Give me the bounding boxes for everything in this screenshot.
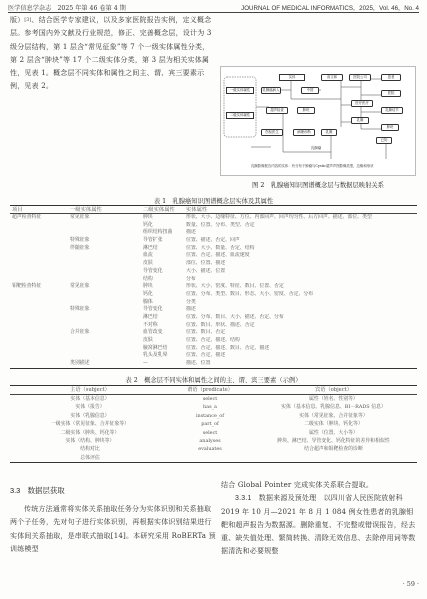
table-1-row — [10, 329, 417, 337]
citation-ref: [3] — [24, 18, 32, 23]
table-1-cell: 位置、否定、描述、血流速度 — [186, 252, 250, 259]
table-1-cell: 导管变化 — [143, 306, 163, 313]
table-1-cell: 特殊征象 — [70, 306, 90, 313]
table-1-row — [10, 314, 417, 322]
table-2-row — [10, 420, 417, 428]
concept-node-level1: 一级实体属性 — [226, 87, 254, 94]
table-1-cell: 血流 — [143, 252, 153, 259]
table-1-cell: 肿块 — [143, 214, 153, 220]
table-1-row — [10, 252, 417, 260]
section-heading: 3.3 数据层获取 — [10, 486, 65, 495]
journal-header-left: 医学信息学杂志 2025 年第 46 卷第 4 期 — [8, 5, 126, 12]
data-node: 超声检查 — [266, 107, 288, 114]
table-2-cell: 实体（乳腺信息） — [70, 412, 110, 419]
table-1-cell — [10, 322, 70, 330]
table-2-cell: 二级实体（肿块、钙化等） — [60, 429, 120, 436]
table-2-cell: 实体（结构、肿块等） — [65, 437, 115, 444]
data-node: 乳腺 — [351, 117, 369, 124]
table-1-cell: 描述、位置 — [186, 360, 211, 367]
left-body-paragraph — [10, 503, 216, 556]
table-1-cell: 特殊征象 — [70, 237, 90, 244]
data-node: 乳腺 — [321, 129, 337, 136]
table-2-header-cell: 主语（subject） — [70, 387, 110, 393]
table-1-cell: 腺体 — [143, 298, 153, 305]
table-1-cell: 分布 — [186, 275, 196, 282]
table-1-header-cell: 实体属性 — [186, 207, 208, 213]
table-1-cell: 形状、大小、边缘特征、方位、内部回声、回声均匀性、后方回声、描述、部位、类型 — [186, 214, 372, 220]
table-1-cell — [10, 306, 70, 314]
table-2-cell: select — [202, 396, 218, 402]
table-1-cell — [10, 337, 70, 345]
intro-text-body: 、结合医学专家建议，以及多家医院报告实例，定义概念层。参考国内外文献及行业规范，修正、完善概念层，设计为 3 级分层结构，第 1 层含“常见征象”等 7 个一级实体属性分类，第 2 层含“肿块”等 17 个二级实体分类，第 3 层为相关实体属性，见表 1。概念层不同实体和属性之间主、谓、宾三要素示例，见表 2。 — [10, 16, 212, 91]
table-2-cell: 二级实体（肿块、钙化等） — [304, 421, 363, 428]
data-node: 乳腺结节 — [381, 107, 403, 114]
table-1-cell — [10, 237, 70, 245]
table-1-cell: 位置、分布、类型、数目、形态、大小、密度、否定、分布 — [186, 290, 314, 297]
table-1-cell — [10, 229, 70, 237]
table-2-header-row — [10, 386, 417, 395]
table-1-cell: — — [143, 360, 148, 367]
data-node: 肿块 — [381, 124, 399, 131]
data-node: 肿块 — [297, 107, 315, 114]
table-1-cell: 钙化 — [143, 290, 153, 297]
table-1-cell: 伴随征象 — [70, 244, 90, 251]
data-node: 患者 — [381, 74, 401, 81]
table-2-row — [10, 454, 417, 462]
table-1-cell — [10, 252, 70, 260]
table-2-cell: 肿块、淋巴结、导管变化、钙化特征的差异和相似性 — [277, 437, 390, 444]
table-1-cell — [10, 345, 70, 353]
table-1-cell — [70, 337, 143, 345]
data-node: 医院 — [381, 90, 401, 97]
table-1-cell: 血管改变 — [143, 329, 163, 336]
table-1-header-cell: 二级实体属性 — [143, 207, 175, 213]
table-2 — [10, 385, 417, 463]
table-2-cell: has_a — [203, 404, 217, 411]
table-2-row — [10, 445, 417, 453]
table-1-header-cell: 项目 — [12, 207, 23, 213]
table-2-cell: 实体（基本信息、乳腺信息、BI－RADS 信息） — [281, 404, 386, 411]
table-1-cell: 位置、分布、数目、大小、描述、否定、分布 — [186, 313, 284, 320]
table-1-cell — [10, 260, 70, 268]
table-1-row — [10, 222, 417, 230]
table-1-cell: 皮肤 — [143, 337, 153, 343]
table-1-row — [10, 229, 417, 237]
table-1-cell — [10, 222, 70, 230]
table-2-row — [10, 412, 417, 420]
data-node: 病理诊断 — [293, 129, 315, 136]
table-1-cell: 导管变化 — [143, 267, 163, 274]
table-1-row — [10, 260, 417, 268]
table-1-cell — [10, 352, 70, 360]
table-1-cell — [10, 314, 70, 322]
table-1-cell: 大小、描述、位置 — [186, 267, 226, 274]
table-2-cell: 结合超声和钼靶检查的诊断 — [304, 446, 363, 453]
table-2-cell: 实体（报告） — [75, 404, 105, 411]
table-2-cell: select — [202, 429, 218, 436]
table-1-cell: 常见征象 — [70, 283, 90, 290]
table-2-title: 表 2 概念层不同实体和属性之间的主、谓、宾三要素（示例） — [125, 377, 302, 384]
table-1-row — [10, 337, 417, 345]
table-1-body — [10, 214, 417, 368]
table-2-row — [10, 437, 417, 445]
table-2-cell: 实体（常见征象、合并征象等） — [299, 412, 368, 419]
table-1-cell: 淋巴结 — [143, 244, 158, 251]
intro-text-start: 版） — [10, 16, 25, 24]
table-1-cell: 形状、大小、密度、特征、数目、位置、否定 — [186, 283, 284, 290]
table-1-cell: 描述 — [186, 229, 196, 236]
data-node: 伤检医生 — [261, 129, 283, 136]
subsection-heading: 3.3.1 数据来源及预处理 — [235, 495, 317, 503]
page-number: · 59 · — [402, 580, 419, 588]
table-1-cell: 淋巴结 — [143, 313, 158, 320]
table-1-row — [10, 283, 417, 291]
table-2-row — [10, 429, 417, 437]
table-1-cell — [10, 299, 70, 307]
table-1-cell: 乳头及乳晕 — [143, 352, 168, 359]
table-1-cell — [10, 329, 70, 337]
table-1-cell: 分类 — [186, 298, 196, 305]
table-2-header-cell: 宾语（object） — [315, 387, 352, 393]
table-1-cell: 部位、位置、描述 — [186, 260, 226, 267]
table-1-cell: 描述 — [186, 306, 196, 313]
table-1-cell — [10, 360, 70, 368]
table-2-cell: analyses — [199, 437, 221, 444]
table-1-cell: 腋窝淋巴结 — [143, 344, 168, 351]
table-1-cell — [70, 345, 143, 353]
table-1-cell — [10, 291, 70, 299]
table-2-cell: evaluates — [198, 446, 222, 453]
table-2-row — [10, 395, 417, 403]
table-1-cell: 导管扩张 — [143, 237, 163, 244]
table-2-body — [10, 395, 417, 462]
table-1-cell: 类别描述 — [70, 360, 90, 367]
table-1-cell — [70, 352, 143, 360]
journal-header-right: JOURNAL OF MEDICAL INFORMATICS，2025，Vol. 46，No. 4 — [241, 5, 419, 12]
table-1-cell: 位置、数目、形状、描述、否定 — [186, 321, 255, 328]
table-1-cell: 超声检查特征 — [12, 214, 42, 220]
data-node: 中国 — [301, 87, 319, 94]
table-1-cell — [70, 291, 143, 299]
table-1-cell: 组织结构扭曲 — [143, 229, 173, 236]
table-1-row — [10, 306, 417, 314]
table-2-cell — [250, 454, 417, 462]
right-body-text-1: 结合 Global Pointer 完成实体关系联合提取。 — [221, 481, 374, 489]
table-1-cell: 肿块 — [143, 283, 153, 290]
table-1-row — [10, 214, 417, 222]
table-1-cell — [70, 268, 143, 276]
table-1-cell — [10, 245, 70, 253]
data-node: 乳腺癌病人 — [262, 88, 280, 92]
table-1-cell: 位置、大小、数量、否定、结构 — [186, 244, 255, 251]
table-1-row — [10, 291, 417, 299]
table-1-header-row — [10, 206, 417, 214]
table-2-header-cell: 谓语（predicate） — [187, 387, 233, 393]
table-2-cell: 总体评估 — [80, 454, 100, 461]
concept-node-level2: 二级实体属性 — [226, 112, 254, 119]
table-1-cell — [70, 229, 143, 237]
data-node: 高文林 — [321, 74, 343, 81]
table-1-cell: 常见征象 — [70, 214, 90, 220]
table-1-header-cell: 一级实体属性 — [70, 207, 102, 213]
table-1-title: 表 1 乳腺癌知识图谱概念层实体及其属性 — [153, 198, 274, 205]
table-1-cell: 钙化 — [143, 221, 153, 228]
table-2-cell: 结构对比 — [80, 446, 100, 453]
figure-2-diagram — [220, 66, 416, 176]
table-1-row — [10, 237, 417, 245]
table-1-cell: 皮肤 — [143, 260, 153, 267]
table-2-cell: 属性（姓名、性别等） — [309, 396, 358, 402]
diagram-bottom-note: 乳腺影像报告内容的实体：有分布于肿瘤与Cystic超声声图影像类型，边缘和形状 — [251, 164, 374, 168]
table-1 — [10, 205, 417, 369]
table-1-row — [10, 268, 417, 276]
table-1-cell — [70, 260, 143, 268]
table-1-cell: 位置、数目、否定 — [186, 329, 226, 336]
right-body-paragraph — [221, 479, 418, 559]
table-1-cell: 数量、位置、分布、类型、否定 — [186, 221, 255, 228]
right-body-text-2: 以四川省人民医院放射科 2019 年 10 月—2021 年 8 月 1 084 例女性患者的乳腺钼靶和超声报告为数据源。删除重复、不完整或错误报告，经去重、缺失值处理、繁简转换、清除无效信息、去除停用词等数据清洗和必要规整 — [221, 494, 416, 556]
table-1-cell: 位置、否定、描述、结构 — [186, 337, 240, 343]
table-1-cell: 位置、否定、描述、数目、否定、描述 — [186, 344, 270, 351]
table-1-cell: 不对称 — [143, 321, 158, 328]
table-1-cell — [10, 268, 70, 276]
table-1-cell: 位置、否定、描述 — [186, 352, 226, 359]
table-1-row — [10, 245, 417, 253]
entity-top-node: 实体 — [279, 74, 305, 81]
table-1-cell: 位置、描述、否定、回声 — [186, 237, 240, 244]
table-1-row — [10, 345, 417, 353]
figure-2-caption: 图 2 乳腺癌知识图谱概念层与数据层映射关系 — [252, 182, 384, 189]
table-1-row — [10, 360, 417, 368]
table-1-cell: 结构 — [143, 275, 153, 282]
diagram-connectors — [221, 67, 417, 177]
table-1-row — [10, 352, 417, 360]
table-2-cell: 实体（基本信息） — [70, 396, 110, 402]
table-1-cell — [70, 252, 143, 260]
table-2-cell: 一级实体（常见征象、合并征象等） — [50, 421, 130, 428]
diagram-mid-label: 乳腺瘤 — [311, 146, 322, 150]
table-2-row — [10, 403, 417, 411]
table-1-cell: 合并征象 — [70, 329, 90, 336]
left-body-text: 传统方法通常将实体关系抽取任务分为实体识别和关系抽取两个子任务，先对句子进行实体识别，再根据实体识别结果进行实体间关系抽取，是串联式抽取[14]。本研究采用 RoBERTa 预训练模型 — [10, 505, 216, 553]
table-2-cell — [170, 454, 250, 462]
table-2-cell: part_of — [201, 421, 219, 428]
header-rule — [8, 12, 419, 13]
intro-paragraph — [10, 14, 216, 94]
data-node: 医疗医疗 — [351, 100, 373, 107]
data-node: 医院公司 — [349, 74, 371, 81]
table-1-cell: 钼靶检查特征 — [12, 283, 42, 290]
table-1-cell — [70, 222, 143, 230]
table-1-cell — [70, 314, 143, 322]
table-2-cell: 属性（位置、大小等） — [309, 429, 358, 436]
data-node: 已知 — [376, 137, 392, 144]
table-2-cell: instance_of — [195, 412, 225, 419]
